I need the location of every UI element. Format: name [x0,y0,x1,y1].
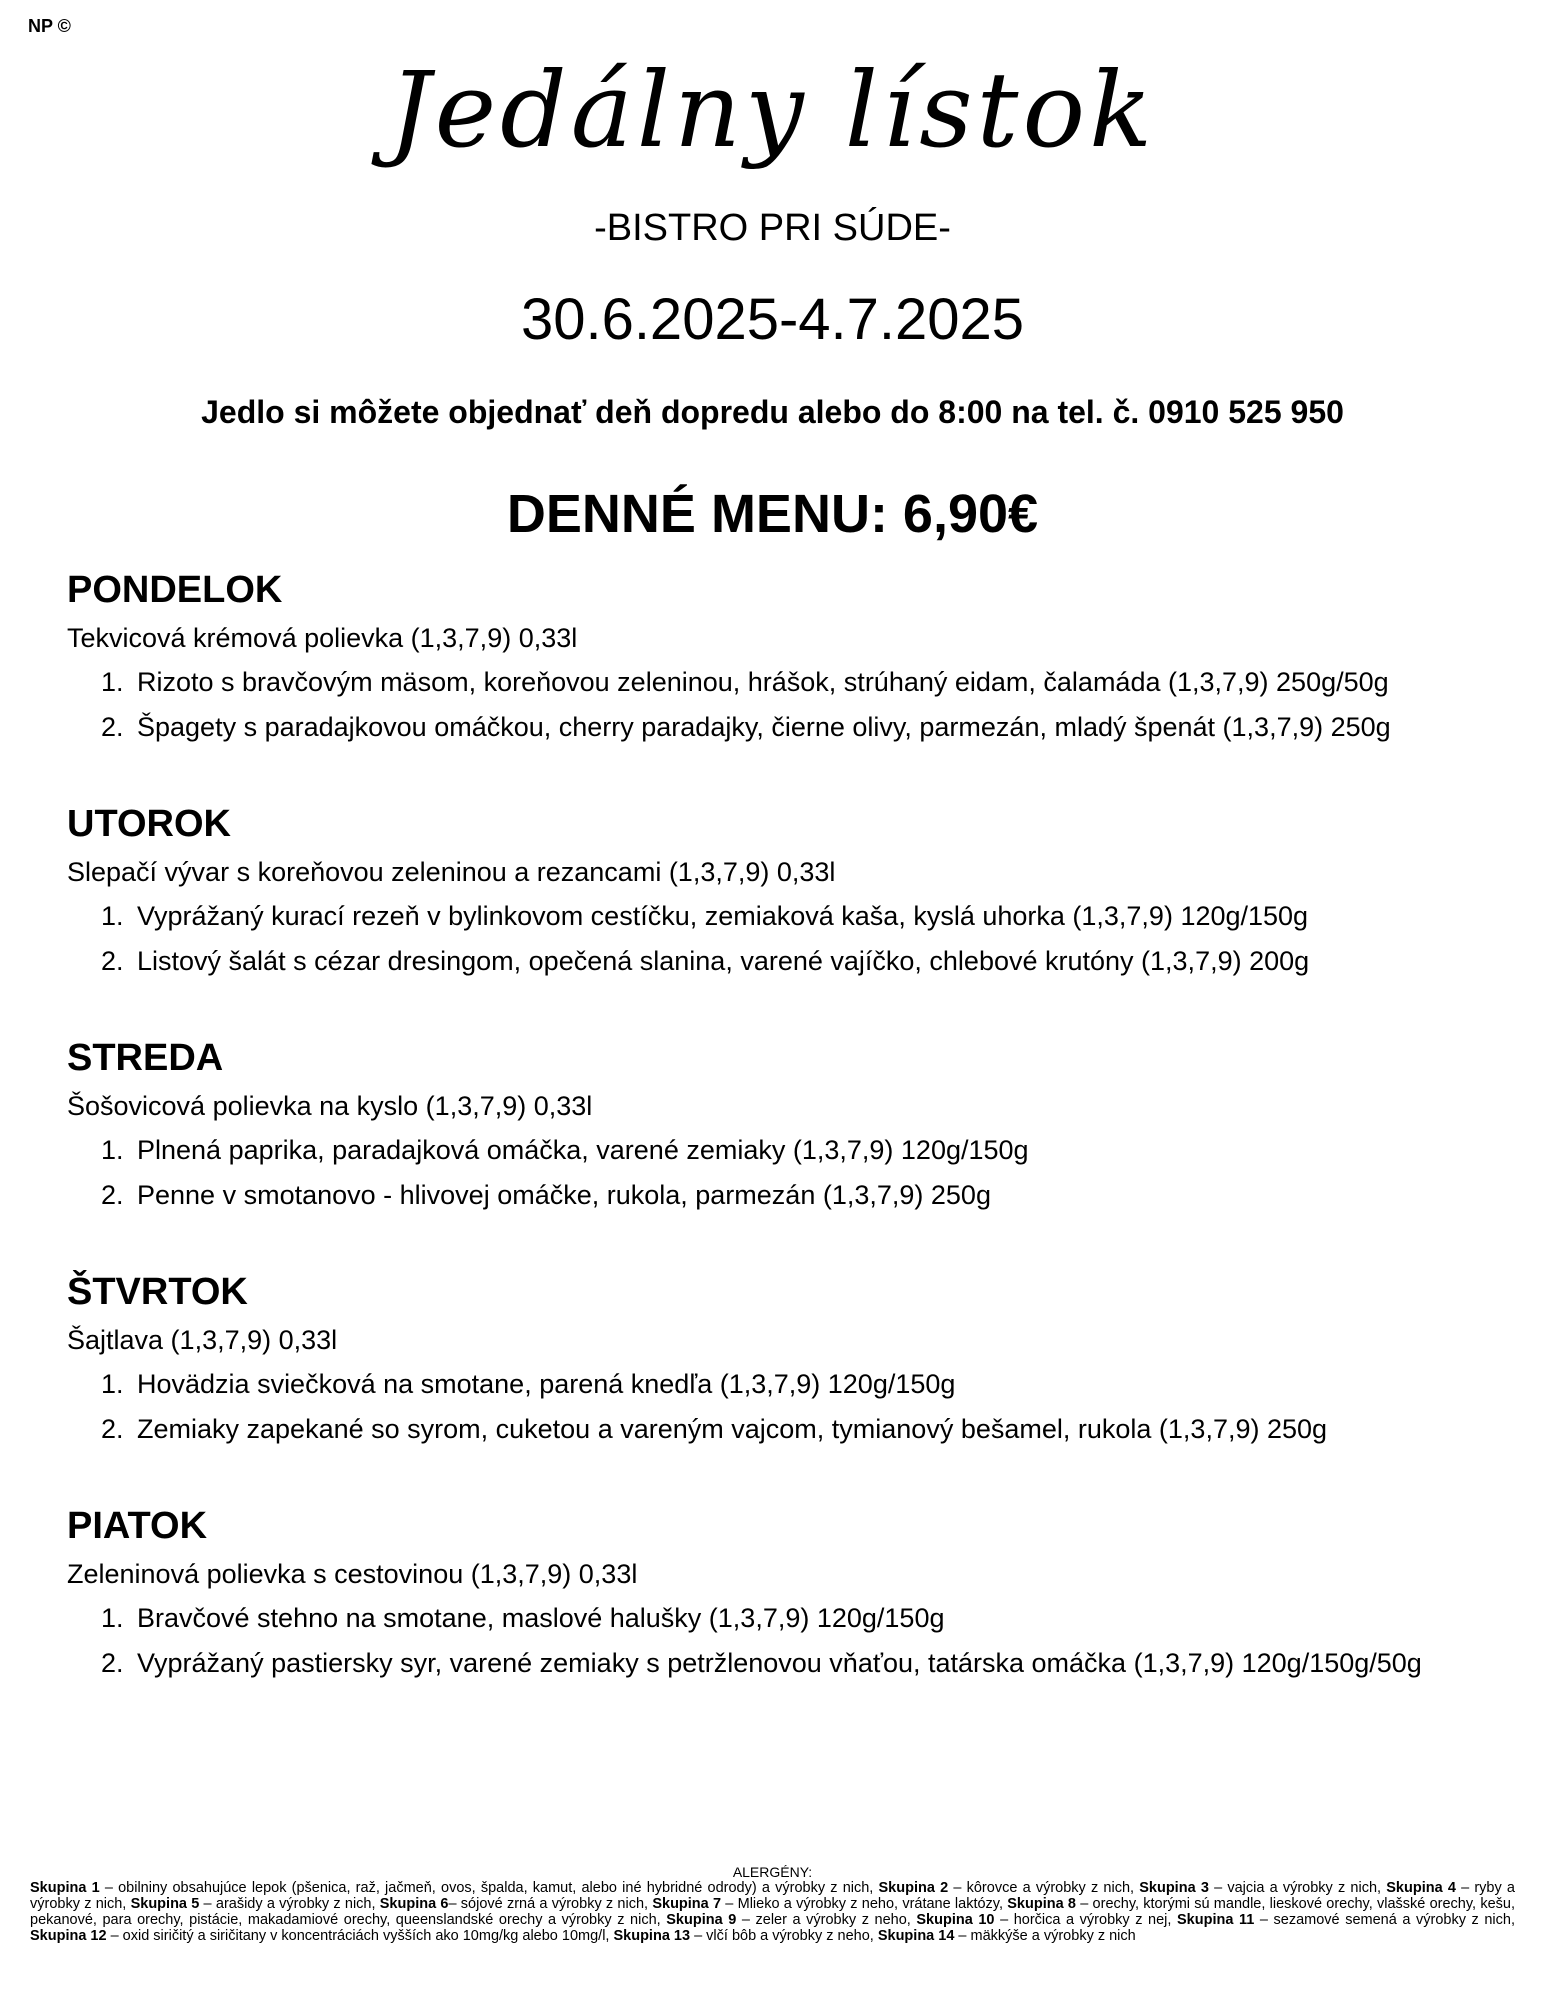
dish-list [67,1362,1487,1452]
allergen-group-text: – kôrovce a výrobky z nich, [948,1880,1140,1896]
allergen-group-text: – horčica a výrobky z nej, [994,1912,1177,1928]
allergen-group-text: – vajcia a výrobky z nich, [1208,1880,1387,1896]
order-notice: Jedlo si môžete objednať deň dopredu alebo do 8:00 na tel. č. 0910 525 950 [201,394,1344,430]
dish-item: 1. Plnená paprika, paradajková omáčka, varené zemiaky (1,3,7,9) 120g/150g [131,1128,1487,1173]
day-name: PIATOK [67,1505,208,1547]
day-name: ŠTVRTOK [67,1271,248,1313]
day-name: UTOROK [67,803,231,845]
soup: Šošovicová polievka na kyslo (1,3,7,9) 0,33l [67,1091,593,1121]
allergen-group-label: Skupina 2 [878,1880,949,1896]
allergen-group-label: Skupina 5 [130,1896,200,1912]
copyright-notice: NP © [28,16,71,36]
soup: Zeleninová polievka s cestovinou (1,3,7,9) 0,33l [67,1559,638,1589]
allergen-group-text: – Mlieko a výrobky z neho, vrátane laktózy, [721,1896,1008,1912]
dish-item: 1. Rizoto s bravčovým mäsom, koreňovou zeleninou, hrášok, strúhaný eidam, čalamáda (1,3,7,9) 250g/50g [131,660,1487,705]
allergen-group-label: Skupina 1 [30,1880,100,1896]
day-tuesday [67,798,1487,984]
dish-list [67,660,1487,750]
dish-list [67,894,1487,984]
allergen-group-label: Skupina 4 [1386,1880,1456,1896]
allergen-group-text: – sezamové semená a výrobky z nich, [1254,1912,1515,1928]
dish-item: 2. Penne v smotanovo - hlivovej omáčke, rukola, parmezán (1,3,7,9) 250g [131,1173,1487,1218]
allergens-text [30,1880,1515,1944]
dish-item: 2. Špagety s paradajkovou omáčkou, cherry paradajky, čierne olivy, parmezán, mladý špenát (1,3,7,9) 250g [131,705,1487,750]
allergen-group-label: Skupina 10 [916,1912,995,1928]
dish-item: 2. Zemiaky zapekané so syrom, cuketou a vareným vajcom, tymianový bešamel, rukola (1,3,7,9) 250g [131,1407,1487,1452]
bistro-name: -BISTRO PRI SÚDE- [594,207,951,249]
menu-price: DENNÉ MENU: 6,90€ [506,484,1039,544]
allergen-group-text: – zeler a výrobky z neho, [736,1912,917,1928]
day-thursday [67,1266,1487,1452]
allergen-group-text: – orechy, ktorými sú mandle, lieskové orechy, vlašské orechy, kešu, pekanové, para orechy, pistácie, makadamiové orechy, queenslandské orechy a výrobky z nich, [30,1896,1515,1928]
day-wednesday [67,1032,1487,1218]
day-friday [67,1500,1487,1686]
day-name: STREDA [67,1037,224,1079]
allergen-group-text: – vlčí bôb a výrobky z neho, [690,1928,878,1944]
weekly-menu [67,564,1487,1734]
soup: Slepačí vývar s koreňovou zeleninou a rezancami (1,3,7,9) 0,33l [67,857,836,887]
day-monday [67,564,1487,750]
allergen-group-text: – arašidy a výrobky z nich, [199,1896,380,1912]
allergen-group-text: – sójové zrná a výrobky z nich, [448,1896,653,1912]
soup: Šajtlava (1,3,7,9) 0,33l [67,1325,338,1355]
page-title: Jedálny lístok [388,49,1157,171]
allergen-group-label: Skupina 7 [652,1896,722,1912]
day-name: PONDELOK [67,569,283,611]
allergen-group-text: – mäkkýše a výrobky z nich [954,1928,1136,1944]
allergens-legend [30,1864,1515,1944]
allergen-group-label: Skupina 12 [30,1928,107,1944]
allergen-group-label: Skupina 13 [613,1928,691,1944]
allergen-group-label: Skupina 3 [1139,1880,1209,1896]
dish-list [67,1596,1487,1686]
allergen-group-label: Skupina 14 [877,1928,955,1944]
dish-item: 1. Vyprážaný kurací rezeň v bylinkovom cestíčku, zemiaková kaša, kyslá uhorka (1,3,7,9) 120g/150g [131,894,1487,939]
allergen-group-label: Skupina 9 [666,1912,737,1928]
allergen-group-text: – obilniny obsahujúce lepok (pšenica, raž, jačmeň, ovos, špalda, kamut, alebo iné hybridné odrody) a výrobky z nich, [99,1880,879,1896]
dish-item: 2. Listový šalát s cézar dresingom, opečená slanina, varené vajíčko, chlebové krutóny (1,3,7,9) 200g [131,939,1487,984]
dish-item: 1. Hovädzia sviečková na smotane, parená knedľa (1,3,7,9) 120g/150g [131,1362,1487,1407]
dish-item: 2. Vyprážaný pastiersky syr, varené zemiaky s petržlenovou vňaťou, tatárska omáčka (1,3,7,9) 120g/150g/50g [131,1641,1487,1686]
allergen-group-label: Skupina 6 [379,1896,449,1912]
date-range: 30.6.2025-4.7.2025 [520,287,1025,352]
allergen-group-label: Skupina 8 [1007,1896,1076,1912]
dish-item: 1. Bravčové stehno na smotane, maslové halušky (1,3,7,9) 120g/150g [131,1596,1487,1641]
allergen-group-label: Skupina 11 [1177,1912,1255,1928]
soup: Tekvicová krémová polievka (1,3,7,9) 0,33l [67,623,578,653]
allergen-group-text: – ryby a výrobky z nich, [30,1880,1515,1912]
dish-list [67,1128,1487,1218]
allergen-group-text: – oxid siričitý a siričitany v koncentráciách vyšších ako 10mg/kg alebo 10mg/l, [106,1928,614,1944]
allergens-title: ALERGÉNY: [732,1864,813,1880]
